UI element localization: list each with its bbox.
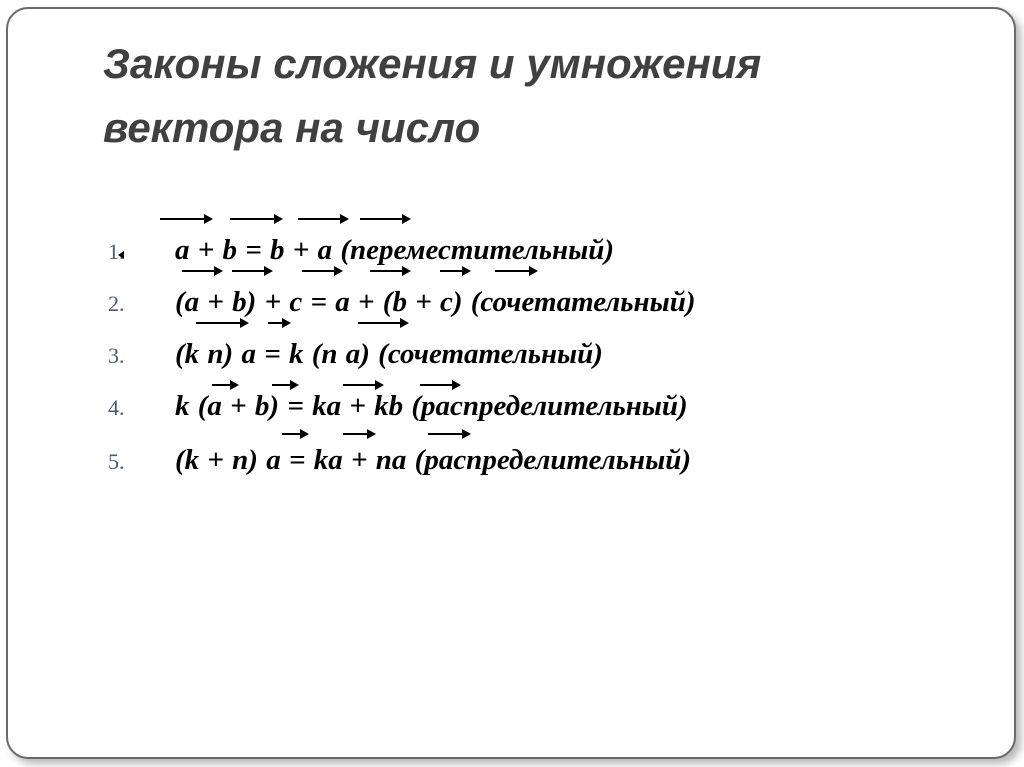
law-number: 4. (108, 395, 125, 420)
vector-arrow-icon (495, 270, 535, 272)
vector-arrow-icon (282, 433, 306, 435)
law-number: 2. (108, 291, 125, 316)
slide-title (103, 32, 963, 160)
vector-arrow-icon (343, 433, 373, 435)
vector-arrow-icon (196, 322, 246, 324)
vector-arrow-icon (182, 270, 220, 272)
vector-arrow-icon (358, 322, 406, 324)
vector-arrow-icon (343, 384, 381, 386)
vector-arrow-icon (298, 218, 346, 220)
title-line-2: вектора на число (103, 104, 481, 151)
law-name: (распределительный) (411, 390, 688, 422)
vector-arrow-icon (302, 270, 340, 272)
law-name: (сочетательный) (470, 286, 696, 318)
vector-arrow-icon (360, 218, 408, 220)
vector-arrow-icon (420, 384, 458, 386)
law-number: 1. (108, 239, 125, 264)
vector-arrow-icon (440, 270, 468, 272)
pointer-mark-icon (118, 251, 124, 259)
law-item-3 (0, 326, 1000, 378)
vector-arrow-icon (268, 322, 288, 324)
law-number: 5. (108, 449, 125, 474)
law-formula: (k n) a = k (n a) (сочетательный) (175, 338, 603, 370)
law-number: 3. (108, 343, 125, 368)
law-name: (распределительный) (414, 444, 691, 476)
vector-arrow-icon (212, 384, 236, 386)
law-item-1 (0, 222, 1000, 274)
vector-arrow-icon (428, 433, 468, 435)
law-item-5 (0, 432, 1000, 484)
vector-arrow-icon (370, 270, 408, 272)
vector-arrow-icon (160, 218, 210, 220)
title-line-1: Законы сложения и умножения (103, 40, 762, 87)
vector-arrow-icon (272, 384, 296, 386)
law-item-2 (0, 274, 1000, 326)
vector-arrow-icon (232, 270, 270, 272)
law-formula: (a + b) + c = a + (b + c) (сочетательный) (175, 286, 696, 318)
vector-arrow-icon (230, 218, 280, 220)
law-formula: k (a + b) = ka + kb (распределительный) (175, 390, 688, 422)
law-name: (переместительный) (340, 234, 615, 266)
law-formula: a + b = b + a (переместительный) (175, 234, 615, 266)
law-item-4 (0, 378, 1000, 430)
law-formula: (k + n) a = ka + na (распределительный) (175, 444, 691, 476)
law-name: (сочетательный) (378, 338, 603, 370)
